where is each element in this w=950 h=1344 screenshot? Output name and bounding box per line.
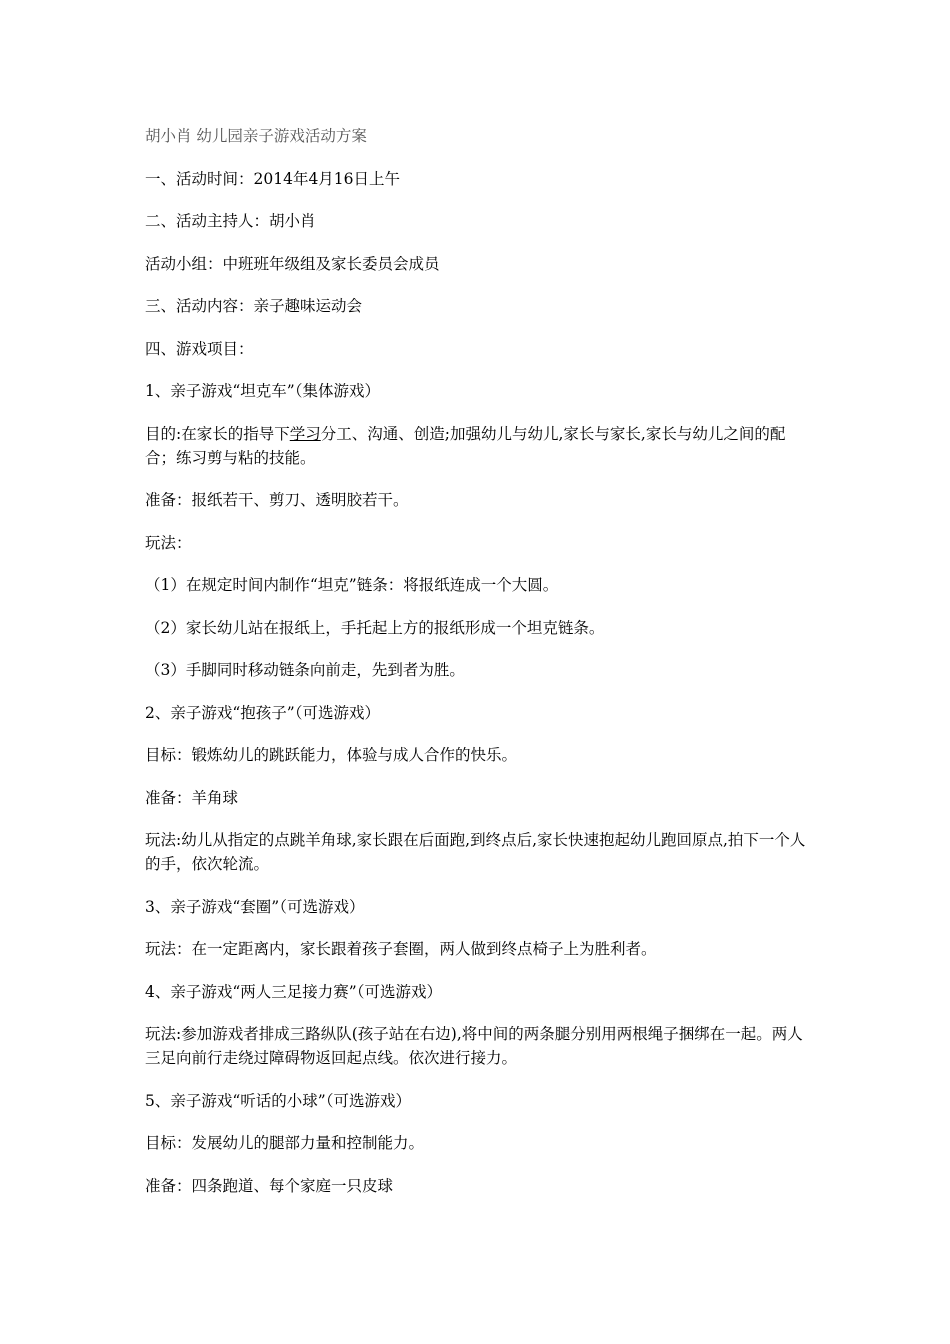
paragraph-game1-step1: （1）在规定时间内制作“坦克”链条：将报纸连成一个大圆。: [145, 576, 559, 594]
paragraph-game-items: 四、游戏项目：: [145, 339, 254, 358]
purpose-lead-text: 目的:在家长的指导下: [145, 424, 290, 443]
paragraph-game5-heading: 5、亲子游戏“听话的小球”（可选游戏）: [145, 1091, 411, 1110]
paragraph-host: 二、活动主持人：胡小肖: [145, 212, 316, 230]
paragraph-group: 活动小组：中班班年级组及家长委员会成员: [145, 254, 440, 273]
paragraph-game1-step2: （2）家长幼儿站在报纸上，手托起上方的报纸形成一个坦克链条。: [145, 618, 605, 637]
paragraph-game1-heading: 1、亲子游戏“坦克车”（集体游戏）: [145, 382, 380, 400]
paragraph-game1-play: 玩法：: [145, 533, 192, 552]
document-body: [145, 124, 813, 1216]
purpose-rest-text: 分工、沟通、创造;加强幼儿与幼儿,家长与家长,家长与幼儿之间的配合；练习剪与粘的技能。: [145, 424, 786, 467]
paragraph-content: 三、活动内容：亲子趣味运动会: [145, 297, 363, 315]
paragraph-game2-goal: 目标：锻炼幼儿的跳跃能力，体验与成人合作的快乐。: [145, 746, 518, 764]
paragraph-game1-purpose: [145, 422, 813, 470]
paragraph-game5-goal: 目标：发展幼儿的腿部力量和控制能力。: [145, 1134, 425, 1152]
document-title: 胡小肖 幼儿园亲子游戏活动方案: [145, 127, 367, 145]
paragraph-game1-step3: （3）手脚同时移动链条向前走，先到者为胜。: [145, 661, 465, 679]
paragraph-game5-prep: 准备：四条跑道、每个家庭一只皮球: [145, 1176, 394, 1195]
paragraph-activity-time: 一、活动时间：2014年4月16日上午: [145, 169, 401, 188]
paragraph-game3-heading: 3、亲子游戏“套圈”（可选游戏）: [145, 897, 365, 916]
study-link[interactable]: 学习: [289, 424, 321, 443]
paragraph-game2-heading: 2、亲子游戏“抱孩子”（可选游戏）: [145, 703, 380, 722]
paragraph-game2-play: 玩法:幼儿从指定的点跳羊角球,家长跟在后面跑,到终点后,家长快速抱起幼儿跑回原点,拍下一个人的手，依次轮流。: [145, 831, 806, 873]
paragraph-game1-prep: 准备：报纸若干、剪刀、透明胶若干。: [145, 491, 409, 509]
paragraph-game3-play: 玩法：在一定距离内，家长跟着孩子套圈，两人做到终点椅子上为胜利者。: [145, 940, 657, 958]
paragraph-game2-prep: 准备：羊角球: [145, 788, 239, 807]
paragraph-game4-play: 玩法:参加游戏者排成三路纵队(孩子站在右边),将中间的两条腿分别用两根绳子捆绑在一起。两人三足向前行走绕过障碍物返回起点线。依次进行接力。: [145, 1025, 803, 1067]
paragraph-game4-heading: 4、亲子游戏“两人三足接力赛”（可选游戏）: [145, 982, 442, 1001]
